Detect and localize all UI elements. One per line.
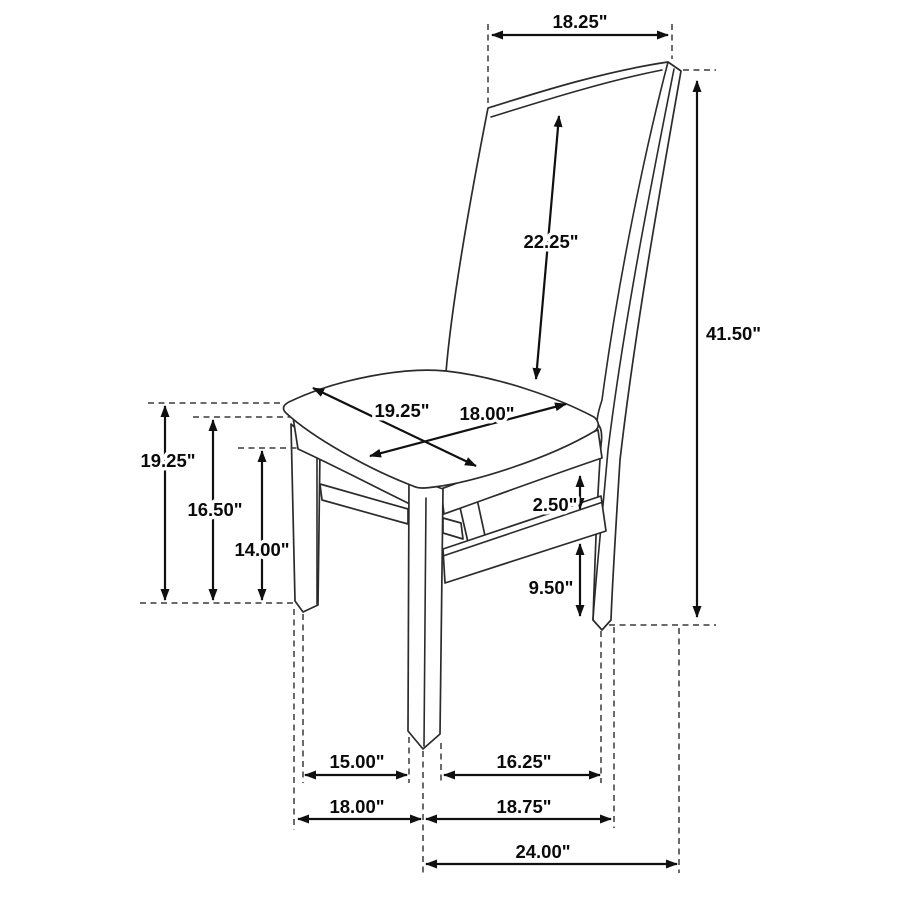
dim-rail-to-stretcher-gap xyxy=(533,476,580,515)
dim-rail-to-stretcher-gap-label: 2.50" xyxy=(532,494,578,515)
dim-overall-depth-label: 24.00" xyxy=(515,841,571,862)
dim-seat-height-label: 19.25" xyxy=(140,450,196,471)
dim-overall-height-label: 41.50" xyxy=(706,323,762,344)
dim-right-leg-span xyxy=(444,751,600,775)
dim-back-top-width-label: 18.25" xyxy=(552,11,608,32)
left-stretcher-rear-segment xyxy=(443,518,463,539)
dim-apron-bottom-height-label: 14.00" xyxy=(234,539,290,560)
dim-base-depth-right xyxy=(426,796,611,819)
dim-overall-depth xyxy=(426,841,677,864)
dim-seat-diagonal-depth-label: 19.25" xyxy=(374,400,430,421)
dim-base-depth-left xyxy=(298,796,421,819)
dim-base-depth-right-label: 18.75" xyxy=(496,796,552,817)
dim-front-leg-span-label: 15.00" xyxy=(329,751,385,772)
dim-apron-bottom-height xyxy=(234,448,298,600)
dim-right-leg-span-label: 16.25" xyxy=(496,751,552,772)
dim-seat-frame-height xyxy=(187,417,291,600)
dim-base-depth-left-label: 18.00" xyxy=(329,796,385,817)
dim-front-leg-span xyxy=(305,751,407,775)
dim-stretcher-clearance-label: 9.50" xyxy=(528,577,574,598)
dim-stretcher-clearance xyxy=(529,544,580,616)
dim-seat-diagonal-width-label: 18.00" xyxy=(459,403,515,424)
dim-seat-frame-height-label: 16.50" xyxy=(187,499,243,520)
dim-backrest-height-label: 22.25" xyxy=(523,231,579,252)
bottom-extension-lines xyxy=(294,609,679,873)
